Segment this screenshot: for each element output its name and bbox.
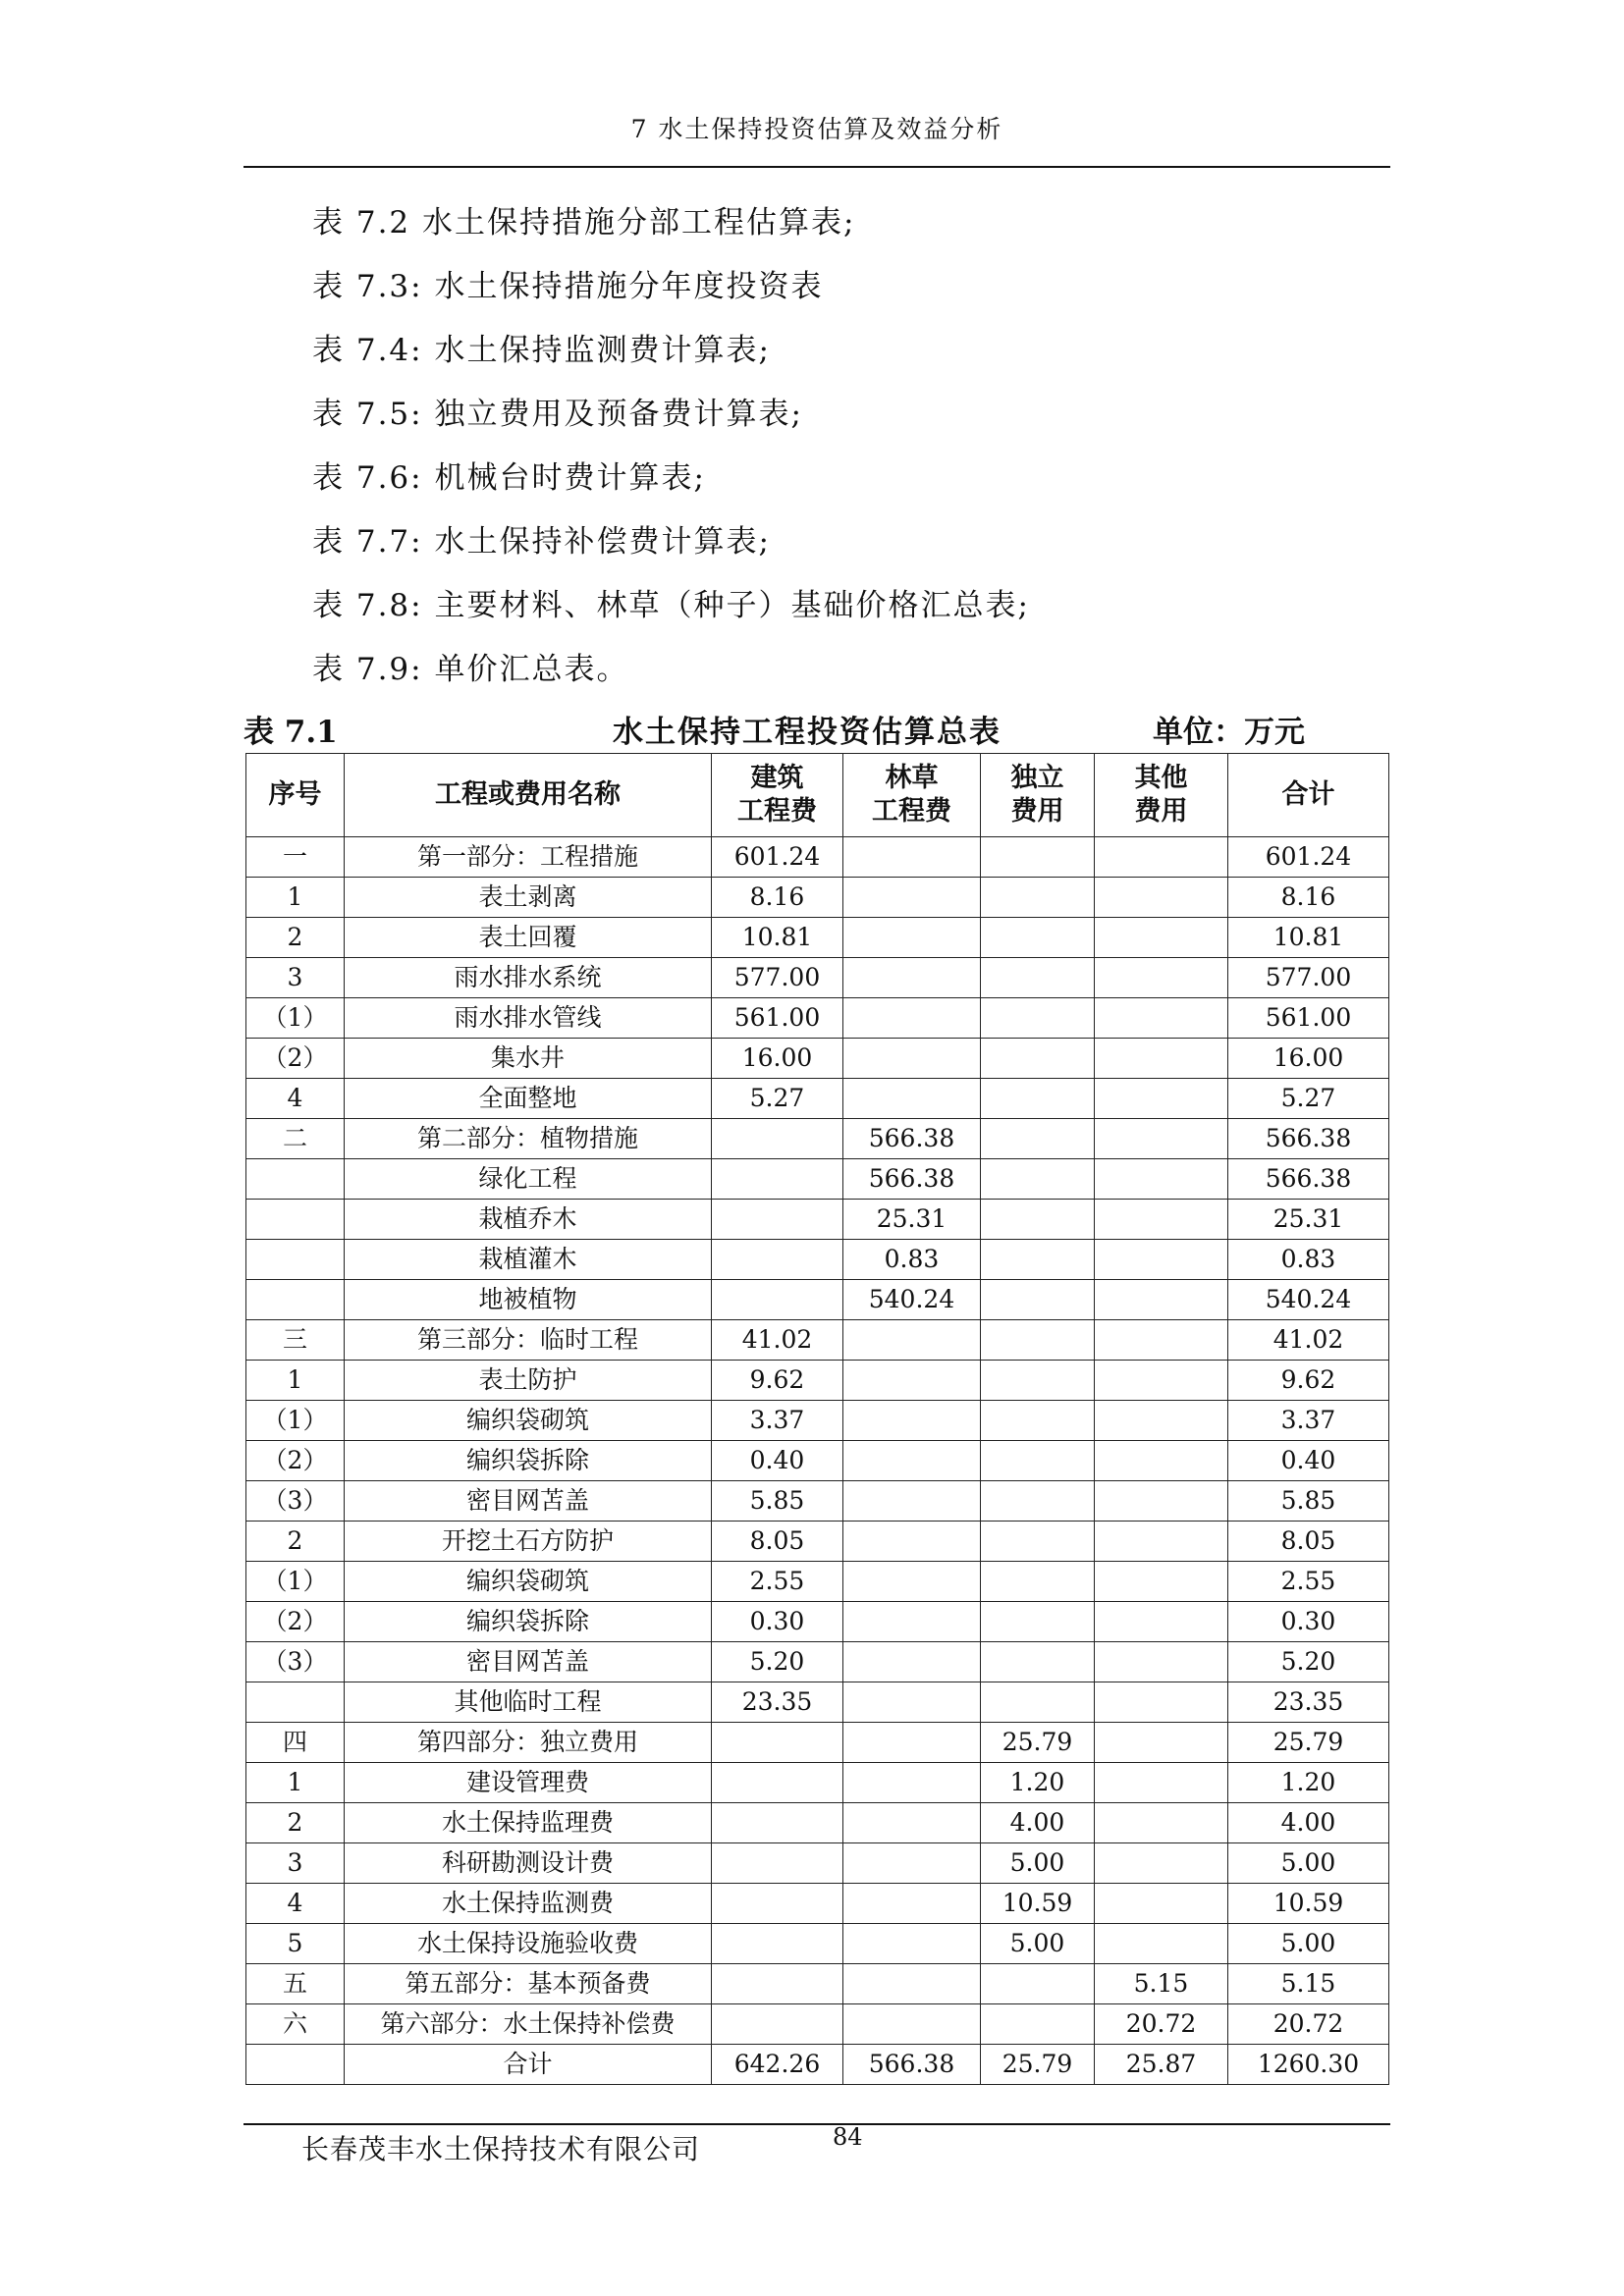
table-cell: 1 (246, 1763, 345, 1803)
table-cell (1095, 1401, 1228, 1441)
table-header-row (246, 754, 1389, 837)
table-cell (981, 1481, 1095, 1522)
table-cell (981, 1079, 1095, 1119)
page-number: 84 (833, 2123, 863, 2151)
column-header: 独立 费用 (981, 754, 1095, 837)
table-row (246, 1964, 1389, 2004)
table-cell (981, 1361, 1095, 1401)
table-cell: 5.20 (712, 1642, 843, 1682)
table-cell: 三 (246, 1320, 345, 1361)
table-cell: 雨水排水系统 (345, 958, 712, 998)
table-cell: 8.05 (712, 1522, 843, 1562)
table-cell: 第五部分：基本预备费 (345, 1964, 712, 2004)
table-cell (246, 1682, 345, 1723)
table-cell (712, 1280, 843, 1320)
table-cell (843, 1481, 981, 1522)
table-row (246, 1039, 1389, 1079)
table-cell (981, 1320, 1095, 1361)
table-cell (1095, 1884, 1228, 1924)
table-row (246, 1240, 1389, 1280)
table-cell (1095, 1763, 1228, 1803)
table-cell (843, 1522, 981, 1562)
table-cell (712, 1723, 843, 1763)
table-cell (1095, 1200, 1228, 1240)
table-cell: 566.38 (1228, 1119, 1389, 1159)
table-cell (712, 1240, 843, 1280)
table-cell: 水土保持监测费 (345, 1884, 712, 1924)
table-cell: 41.02 (712, 1320, 843, 1361)
column-header: 工程或费用名称 (345, 754, 712, 837)
table-cell: 5 (246, 1924, 345, 1964)
table-cell (1095, 1481, 1228, 1522)
table-cell: 23.35 (712, 1682, 843, 1723)
table-cell: 601.24 (712, 837, 843, 878)
table-cell (981, 837, 1095, 878)
table-cell: 566.38 (843, 2045, 981, 2085)
table-cell: 566.38 (843, 1119, 981, 1159)
table-row (246, 1763, 1389, 1803)
table-cell: 编织袋拆除 (345, 1602, 712, 1642)
table-cell (1095, 1924, 1228, 1964)
table-cell: 2.55 (1228, 1562, 1389, 1602)
table-cell: 5.20 (1228, 1642, 1389, 1682)
table-cell: 5.15 (1228, 1964, 1389, 2004)
table-cell (1095, 1039, 1228, 1079)
table-cell: 5.85 (1228, 1481, 1389, 1522)
table-cell: 0.40 (1228, 1441, 1389, 1481)
table-cell: 8.05 (1228, 1522, 1389, 1562)
table-cell: 六 (246, 2004, 345, 2045)
table-cell (1095, 1159, 1228, 1200)
table-cell (843, 837, 981, 878)
table-cell: 科研勘测设计费 (345, 1843, 712, 1884)
table-cell (981, 2004, 1095, 2045)
table-cell (843, 1924, 981, 1964)
investment-estimate-table (245, 753, 1389, 2085)
table-cell: 2 (246, 1803, 345, 1843)
table-cell: 第三部分：临时工程 (345, 1320, 712, 1361)
table-list-item: 表 7.7: 水土保持补偿费计算表; (312, 524, 771, 560)
table-cell (981, 1964, 1095, 2004)
table-list-item: 表 7.2 水土保持措施分部工程估算表; (312, 205, 856, 240)
table-cell: 地被植物 (345, 1280, 712, 1320)
table-cell: 开挖土石方防护 (345, 1522, 712, 1562)
table-row (246, 1884, 1389, 1924)
table-cell: 编织袋砌筑 (345, 1401, 712, 1441)
table-cell: 23.35 (1228, 1682, 1389, 1723)
table-list-item: 表 7.3: 水土保持措施分年度投资表 (312, 269, 824, 304)
column-header: 序号 (246, 754, 345, 837)
table-cell (712, 1843, 843, 1884)
table-cell (981, 1200, 1095, 1240)
table-row (246, 1682, 1389, 1723)
table-cell (712, 1803, 843, 1843)
table-cell: 540.24 (1228, 1280, 1389, 1320)
table-cell: 5.27 (712, 1079, 843, 1119)
table-cell (843, 1843, 981, 1884)
table-cell: 4.00 (1228, 1803, 1389, 1843)
table-cell (981, 1522, 1095, 1562)
table-cell: 4 (246, 1079, 345, 1119)
table-cell (843, 1401, 981, 1441)
table-cell: 水土保持监理费 (345, 1803, 712, 1843)
table-cell: 第一部分：工程措施 (345, 837, 712, 878)
table-cell: 25.79 (1228, 1723, 1389, 1763)
table-row (246, 2045, 1389, 2085)
table-cell: （1） (246, 998, 345, 1039)
table-cell: 密目网苫盖 (345, 1481, 712, 1522)
table-cell: 表土回覆 (345, 918, 712, 958)
table-row (246, 1481, 1389, 1522)
table-cell: 16.00 (1228, 1039, 1389, 1079)
table-cell: 5.00 (981, 1843, 1095, 1884)
table-row (246, 878, 1389, 918)
table-cell: （2） (246, 1441, 345, 1481)
table-cell: 五 (246, 1964, 345, 2004)
table-row (246, 837, 1389, 878)
table-cell (981, 1602, 1095, 1642)
table-cell (843, 1682, 981, 1723)
table-cell: （2） (246, 1039, 345, 1079)
table-cell (843, 1562, 981, 1602)
table-cell (981, 1441, 1095, 1481)
table-row (246, 1361, 1389, 1401)
table-cell: 其他临时工程 (345, 1682, 712, 1723)
table-cell: 4 (246, 1884, 345, 1924)
table-cell (1095, 1723, 1228, 1763)
table-cell (981, 1401, 1095, 1441)
table-unit: 单位：万元 (1153, 715, 1305, 750)
table-cell: 第六部分：水土保持补偿费 (345, 2004, 712, 2045)
table-cell: 25.31 (1228, 1200, 1389, 1240)
table-title: 水土保持工程投资估算总表 (613, 715, 1001, 750)
table-cell: （2） (246, 1602, 345, 1642)
table-cell: 601.24 (1228, 837, 1389, 878)
table-row (246, 1401, 1389, 1441)
table-cell (1095, 1280, 1228, 1320)
table-row (246, 1159, 1389, 1200)
table-cell: 9.62 (1228, 1361, 1389, 1401)
table-cell (843, 1441, 981, 1481)
table-cell: 540.24 (843, 1280, 981, 1320)
table-cell: 25.87 (1095, 2045, 1228, 2085)
table-cell: 4.00 (981, 1803, 1095, 1843)
table-cell: 表土剥离 (345, 878, 712, 918)
table-cell: 5.00 (1228, 1843, 1389, 1884)
table-cell (843, 1320, 981, 1361)
table-list-item: 表 7.5: 独立费用及预备费计算表; (312, 397, 803, 432)
table-cell: 8.16 (1228, 878, 1389, 918)
table-cell (246, 1240, 345, 1280)
table-cell: 0.30 (1228, 1602, 1389, 1642)
table-cell (1095, 1119, 1228, 1159)
table-cell (246, 2045, 345, 2085)
table-cell (1095, 1240, 1228, 1280)
table-cell: 二 (246, 1119, 345, 1159)
table-row (246, 1723, 1389, 1763)
table-cell (1095, 837, 1228, 878)
table-cell (712, 1964, 843, 2004)
table-cell: 编织袋砌筑 (345, 1562, 712, 1602)
table-cell (1095, 1361, 1228, 1401)
table-cell (712, 1119, 843, 1159)
table-cell (843, 1884, 981, 1924)
table-cell (1095, 1562, 1228, 1602)
table-caption (244, 707, 1343, 748)
table-cell: 1.20 (1228, 1763, 1389, 1803)
table-list-item: 表 7.4: 水土保持监测费计算表; (312, 333, 771, 368)
table-cell (246, 1200, 345, 1240)
table-cell: 0.83 (1228, 1240, 1389, 1280)
table-cell (1095, 998, 1228, 1039)
table-row (246, 958, 1389, 998)
table-cell (843, 998, 981, 1039)
table-cell: 0.40 (712, 1441, 843, 1481)
table-cell: 577.00 (1228, 958, 1389, 998)
table-row (246, 1119, 1389, 1159)
table-cell (1095, 1642, 1228, 1682)
table-cell: 25.31 (843, 1200, 981, 1240)
table-row (246, 1843, 1389, 1884)
table-cell: 0.83 (843, 1240, 981, 1280)
footer-company: 长春茂丰水土保持技术有限公司 (301, 2133, 701, 2165)
table-cell: 第四部分：独立费用 (345, 1723, 712, 1763)
column-header: 林草 工程费 (843, 754, 981, 837)
table-cell (981, 1280, 1095, 1320)
table-cell (843, 1642, 981, 1682)
table-cell: 第二部分：植物措施 (345, 1119, 712, 1159)
table-cell (1095, 1843, 1228, 1884)
table-cell: 566.38 (843, 1159, 981, 1200)
table-cell: 561.00 (1228, 998, 1389, 1039)
table-cell: 3.37 (1228, 1401, 1389, 1441)
table-cell: 561.00 (712, 998, 843, 1039)
table-list-item: 表 7.6: 机械台时费计算表; (312, 460, 706, 496)
table-cell (981, 878, 1095, 918)
table-cell: （3） (246, 1642, 345, 1682)
table-cell: 20.72 (1228, 2004, 1389, 2045)
table-cell (1095, 1441, 1228, 1481)
table-cell (1095, 1803, 1228, 1843)
table-row (246, 1200, 1389, 1240)
table-cell: 合计 (345, 2045, 712, 2085)
table-cell (246, 1159, 345, 1200)
table-cell (843, 1803, 981, 1843)
table-cell (843, 2004, 981, 2045)
table-cell: 3 (246, 958, 345, 998)
table-cell: 1.20 (981, 1763, 1095, 1803)
table-cell: 41.02 (1228, 1320, 1389, 1361)
table-cell: 雨水排水管线 (345, 998, 712, 1039)
table-cell (712, 1159, 843, 1200)
table-cell (843, 1602, 981, 1642)
table-cell: （3） (246, 1481, 345, 1522)
table-cell: 25.79 (981, 2045, 1095, 2085)
column-header: 合计 (1228, 754, 1389, 837)
table-cell: 栽植乔木 (345, 1200, 712, 1240)
table-cell (1095, 1602, 1228, 1642)
table-row (246, 2004, 1389, 2045)
table-cell (712, 1884, 843, 1924)
table-row (246, 1441, 1389, 1481)
table-cell: 1260.30 (1228, 2045, 1389, 2085)
table-cell: 四 (246, 1723, 345, 1763)
header-divider (244, 166, 1390, 168)
table-cell: 编织袋拆除 (345, 1441, 712, 1481)
table-cell: 20.72 (1095, 2004, 1228, 2045)
footer-divider (244, 2123, 1390, 2125)
table-cell: 566.38 (1228, 1159, 1389, 1200)
table-cell: 2 (246, 1522, 345, 1562)
table-cell: 577.00 (712, 958, 843, 998)
table-cell: 一 (246, 837, 345, 878)
table-cell (843, 918, 981, 958)
table-cell (712, 1924, 843, 1964)
table-cell: 1 (246, 1361, 345, 1401)
table-cell (246, 1280, 345, 1320)
table-cell: 10.59 (981, 1884, 1095, 1924)
table-cell: 3 (246, 1843, 345, 1884)
table-cell (981, 918, 1095, 958)
table-cell: 密目网苫盖 (345, 1642, 712, 1682)
table-list-item: 表 7.8: 主要材料、林草（种子）基础价格汇总表; (312, 588, 1030, 623)
table-row (246, 1803, 1389, 1843)
table-cell (843, 1964, 981, 2004)
table-cell (981, 1562, 1095, 1602)
table-cell: （1） (246, 1401, 345, 1441)
table-cell (843, 1039, 981, 1079)
table-cell: （1） (246, 1562, 345, 1602)
table-cell: 16.00 (712, 1039, 843, 1079)
table-cell: 8.16 (712, 878, 843, 918)
table-cell: 绿化工程 (345, 1159, 712, 1200)
table-row (246, 1320, 1389, 1361)
table-row (246, 918, 1389, 958)
table-cell (1095, 918, 1228, 958)
table-cell (981, 1240, 1095, 1280)
table-cell: 水土保持设施验收费 (345, 1924, 712, 1964)
table-cell: 建设管理费 (345, 1763, 712, 1803)
table-cell (1095, 1320, 1228, 1361)
table-row (246, 1642, 1389, 1682)
table-cell: 25.79 (981, 1723, 1095, 1763)
table-cell (712, 1763, 843, 1803)
table-cell: 2.55 (712, 1562, 843, 1602)
table-cell (712, 1200, 843, 1240)
table-cell: 2 (246, 918, 345, 958)
table-cell (981, 1039, 1095, 1079)
table-cell (981, 958, 1095, 998)
table-cell (981, 1119, 1095, 1159)
table-cell: 10.59 (1228, 1884, 1389, 1924)
table-cell (1095, 958, 1228, 998)
table-cell (1095, 1522, 1228, 1562)
table-list-item: 表 7.9: 单价汇总表。 (312, 652, 629, 687)
table-cell (843, 878, 981, 918)
table-cell (1095, 1079, 1228, 1119)
table-row (246, 1924, 1389, 1964)
table-cell: 全面整地 (345, 1079, 712, 1119)
running-header: 7 水土保持投资估算及效益分析 (630, 115, 1003, 143)
table-cell (981, 998, 1095, 1039)
table-cell: 10.81 (712, 918, 843, 958)
table-row (246, 1079, 1389, 1119)
table-cell (1095, 1682, 1228, 1723)
table-body (246, 837, 1389, 2085)
table-row (246, 1522, 1389, 1562)
table-row (246, 1602, 1389, 1642)
table-cell: 5.27 (1228, 1079, 1389, 1119)
table-cell: 集水井 (345, 1039, 712, 1079)
table-cell (712, 2004, 843, 2045)
table-cell: 10.81 (1228, 918, 1389, 958)
table-cell (981, 1682, 1095, 1723)
table-cell (843, 958, 981, 998)
table-cell (1095, 878, 1228, 918)
table-number: 表 7.1 (244, 715, 338, 750)
table-cell: 642.26 (712, 2045, 843, 2085)
table-cell: 0.30 (712, 1602, 843, 1642)
table-row (246, 1562, 1389, 1602)
table-cell: 5.85 (712, 1481, 843, 1522)
table-cell (843, 1723, 981, 1763)
table-cell (843, 1763, 981, 1803)
table-cell: 表土防护 (345, 1361, 712, 1401)
table-cell: 5.00 (1228, 1924, 1389, 1964)
table-list (312, 196, 1030, 707)
table-cell: 5.15 (1095, 1964, 1228, 2004)
table-row (246, 1280, 1389, 1320)
table-cell (843, 1361, 981, 1401)
table-cell (981, 1159, 1095, 1200)
table-row (246, 998, 1389, 1039)
table-cell: 栽植灌木 (345, 1240, 712, 1280)
column-header: 其他 费用 (1095, 754, 1228, 837)
column-header: 建筑 工程费 (712, 754, 843, 837)
table-cell: 5.00 (981, 1924, 1095, 1964)
table-cell (981, 1642, 1095, 1682)
table-cell: 9.62 (712, 1361, 843, 1401)
table-cell: 1 (246, 878, 345, 918)
table-cell: 3.37 (712, 1401, 843, 1441)
table-cell (843, 1079, 981, 1119)
